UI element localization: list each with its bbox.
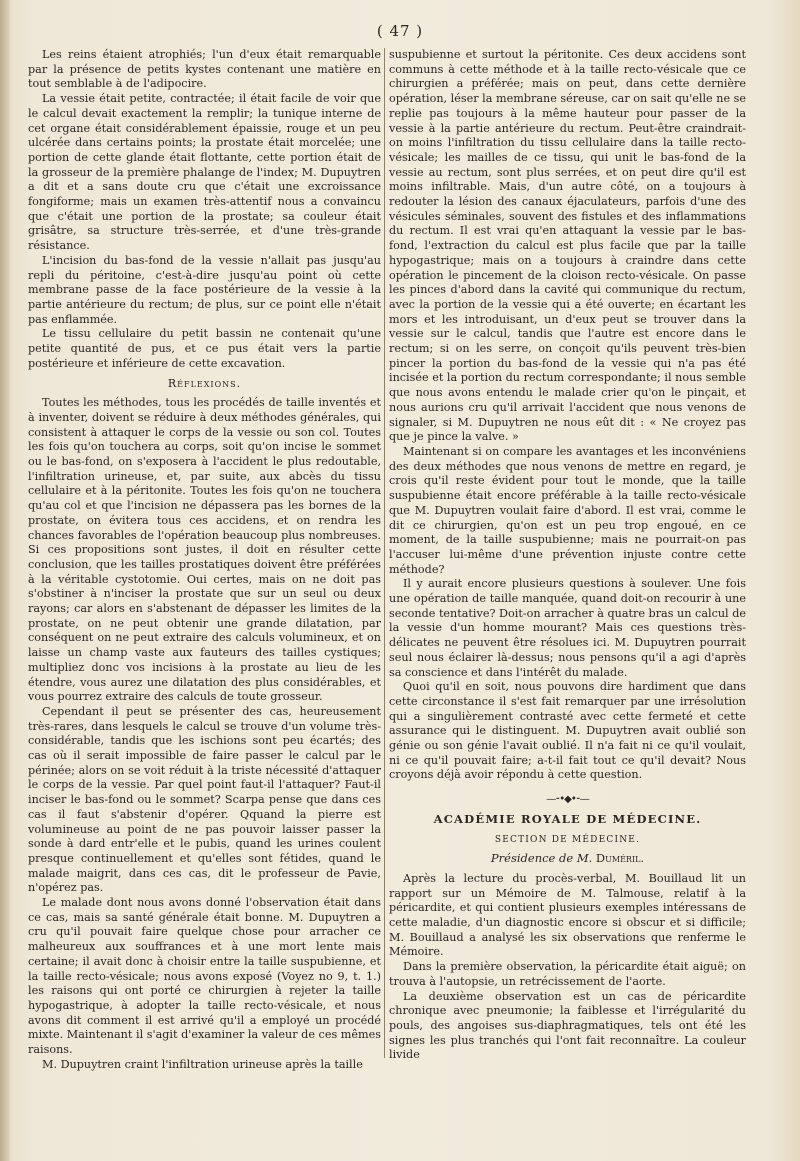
- paragraph: Le malade dont nous avons donné l'observation était dans ce cas, mais sa santé générale était bonne. M. Dupuytren a cru qu'il pouvait faire quelque chose pour arracher ce malheureux aux souffrances et à une mort lente mais certaine; il avait donc à choisir entre la taille suspubienne, et la taille recto-vésicale; nous avons exposé (Voyez no 9, t. 1.) les raisons qui ont porté ce chirurgien à rejeter la taille hypogastrique, à adopter la taille recto-vésicale, et nous avons dit comment il est arrivé qu'il a employé un procédé mixte. Maintenant il s'agit d'examiner la valeur de ces mêmes raisons.: [28, 896, 381, 1057]
- ornament-divider: —⁃•◆•⁃—: [546, 794, 589, 806]
- paragraph: Après la lecture du procès-verbal, M. Bouillaud lit un rapport sur un Mémoire de M. Talmouse, relatif à la péricardite, et qui contient plusieurs exemples intéressans de cette maladie, d'un diagnostic encore si obscur et si difficile; M. Bouillaud a analysé les six observations que renferme le Mémoire.: [389, 871, 746, 959]
- paragraph: Il y aurait encore plusieurs questions à soulever. Une fois une opération de taille manquée, quand doit-on recourir à une seconde tentative? Doit-on arracher à quatre bras un calcul de la vessie d'un homme mourant? Mais ces questions très-délicates ne peuvent être résolues ici. M. Dupuytren pourrait seul nous éclairer là-dessus; nous pensons qu'il a agi d'après sa conscience et dans l'intérêt du malade.: [389, 577, 746, 679]
- paragraph: L'incision du bas-fond de la vessie n'allait pas jusqu'au repli du péritoine, c'est-à-dire jusqu'au point où cette membrane passe de la face postérieure de la vessie à la partie antérieure du rectum; de plus, sur ce point elle n'était pas enflammée.: [28, 253, 381, 326]
- paragraph: Quoi qu'il en soit, nous pouvons dire hardiment que dans cette circonstance il s'est fait remarquer par une irrésolution qui a singulièrement contrasté avec cette fermeté et cette assurance qui le distinguent. M. Dupuytren avait oublié son génie ou son génie l'avait oublié. Il n'a fait ni ce qu'il voulait, ni ce qu'il pouvait faire; a-t-il fait tout ce qu'il devait? Nous croyons déjà avoir répondu à cette question.: [389, 680, 746, 782]
- paragraph: Toutes les méthodes, tous les procédés de taille inventés et à inventer, doivent se réduire à deux méthodes générales, qui consistent à attaquer le corps de la vessie ou son col. Toutes les fois qu'on touchera au corps, soit qu'on incise le sommet ou le bas-fond, on s'exposera à l'accident le plus redoutable, l'infiltration urineuse, et, par suite, aux abcès du tissu cellulaire et à la péritonite. Toutes les fois qu'on ne touchera qu'au col et que l'incision ne dépassera pas les bornes de la prostate, on évitera tous ces accidens, et on rendra les chances favorables de l'opération beaucoup plus nombreuses. Si ces propositions sont justes, il doit en résulter cette conclusion, que les tailles prostatiques doivent être préférées à la véritable cystotomie. Oui certes, mais on ne doit pas s'obstiner à n'inciser la prostate que sur un seul ou deux rayons; car alors en s'abstenant de dépasser les limites de la prostate, on ne peut obtenir une grande dilatation, par conséquent on ne peut extraire des calculs volumineux, et on laisse un champ vaste aux fauteurs des tailles cystiques; multipliez donc vos incisions à la prostate au lieu de les étendre, vous aurez une dilatation des plus considérables, et vous pourrez extraire des calculs de toute grosseur.: [28, 396, 381, 704]
- left-column: [28, 48, 381, 1073]
- academy-heading: ACADÉMIE ROYALE DE MÉDECINE.: [433, 811, 702, 826]
- paragraph: Cependant il peut se présenter des cas, heureusement très-rares, dans lesquels le calcul se trouve d'un volume très-considérable, tandis que les ischions sont peu écartés; des cas où il serait impossible de faire passer le calcul par le périnée; alors on se voit réduit à la triste nécessité d'attaquer le corps de la vessie. Par quel point faut-il l'attaquer? Faut-il inciser le bas-fond ou le sommet? Scarpa pense que dans ces cas il faut s'abstenir d'opérer. Qquand la pierre est volumineuse au point de ne pas pouvoir laisser passer la sonde à dard entr'elle et le pubis, quand les urines coulent presque continuellement et qu'elles sont fétides, quand le malade maigrit, dans ces cas, dit le professeur de Pavie, n'opérez pas.: [28, 704, 381, 895]
- paragraph: suspubienne et surtout la péritonite. Ces deux accidens sont communs à cette méthode et à la taille recto-vésicale que ce chirurgien a préférée; mais on peut, dans cette dernière opération, léser la membrane séreuse, car on sait qu'elle ne se replie pas toujours à la même hauteur pour passer de la vessie à la partie antérieure du rectum. Peut-être craindrait-on moins l'infiltration du tissu cellulaire dans la taille recto-vésicale; les mailles de ce tissu, qui unit le bas-fond de la vessie au rectum, sont plus serrées, et on peut dire qu'il est moins infiltrable. Mais, d'un autre côté, on a toujours à redouter la lésion des canaux éjaculateurs, parfois d'une des vésicules séminales, souvent des fistules et des inflammations du rectum. Il est vrai qu'en attaquant la vessie par le bas-fond, l'extraction du calcul est plus facile que par la taille hypogastrique; mais on a toujours à craindre dans cette opération le pincement de la cloison recto-vésicale. On passe les pinces d'abord dans la cavité qui communique du rectum, avec la portion de la vessie qui a été ouverte; en écartant les mors et les introduisant, un d'eux peut se trouver dans la vessie sur le calcul, tandis que l'autre est encore dans le rectum; si on les serre, on conçoit qu'ils peuvent très-bien pincer la portion du bas-fond de la vessie qui n'a pas été incisée et la portion du rectum correspondante; il nous semble que nous avons entendu le malade crier qu'on le pinçait, et nous aurions cru qu'il arrivait l'accident que nous venons de signaler, si M. Dupuytren ne nous eût dit : « Ne croyez pas que je pince la valve. »: [389, 48, 746, 444]
- paragraph: M. Dupuytren craint l'infiltration urineuse après la taille: [42, 1057, 363, 1071]
- page-number: ( 47 ): [376, 22, 424, 40]
- paragraph: Les reins étaient atrophiés; l'un d'eux était remarquable par la présence de petits kystes contenant une matière en tout semblable à de l'adipocire.: [28, 48, 381, 91]
- paragraph: Le tissu cellulaire du petit bassin ne contenait qu'une petite quantité de pus, et ce pus était vers la partie postérieure et inférieure de cette excavation.: [28, 327, 381, 370]
- column-divider: [384, 48, 385, 1058]
- president-name: Duméril.: [595, 851, 645, 866]
- paragraph: Maintenant si on compare les avantages et les inconvéniens des deux méthodes que nous venons de mettre en regard, je crois qu'il reste évident pour tout le monde, que la taille suspubienne était encore préférable à la taille recto-vésicale que M. Dupuytren voulait faire d'abord. Il est vrai, comme le dit ce chirurgien, qu'on est un peu trop engoué, en ce moment, de la taille suspubienne; mais ne pourrait-on pas l'accuser lui-même d'une prévention injuste contre cette méthode?: [389, 444, 746, 576]
- paragraph: La deuxième observation est un cas de péricardite chronique avec pneumonie; la faiblesse et l'irrégularité du pouls, des angoises sus-diaphragmatiques, tels ont été les signes les plus tranchés qui l'ont fait reconnaître. La couleur livide: [389, 989, 746, 1062]
- presidence-label: Présidence de M.: [490, 851, 593, 866]
- section-heading-reflexions: Réflexions.: [167, 377, 242, 391]
- paragraph: La vessie était petite, contractée; il était facile de voir que le calcul devait exactement la remplir; la tunique interne de cet organe était considérablement épaissie, rouge et un peu ulcérée dans certains points; la prostate était morcelée; une portion de cette glande était flottante, cette portion était de la grosseur de la première phalange de l'index; M. Dupuytren a dit et a sans doute cru que c'était une excroissance fongiforme; mais un examen très-attentif nous a convaincu que c'était une portion de la prostate; sa couleur était grisâtre, sa structure très-serrée, et d'une très-grande résistance.: [28, 92, 381, 253]
- presidence-line: [389, 851, 746, 866]
- section-heading-medecine: SECTION DE MÉDECINE.: [494, 834, 641, 845]
- page-spine-shadow: [0, 0, 10, 1161]
- right-column: [389, 48, 746, 1063]
- paragraph: Dans la première observation, la péricardite était aiguë; on trouva à l'autopsie, un retrécissement de l'aorte.: [389, 960, 746, 988]
